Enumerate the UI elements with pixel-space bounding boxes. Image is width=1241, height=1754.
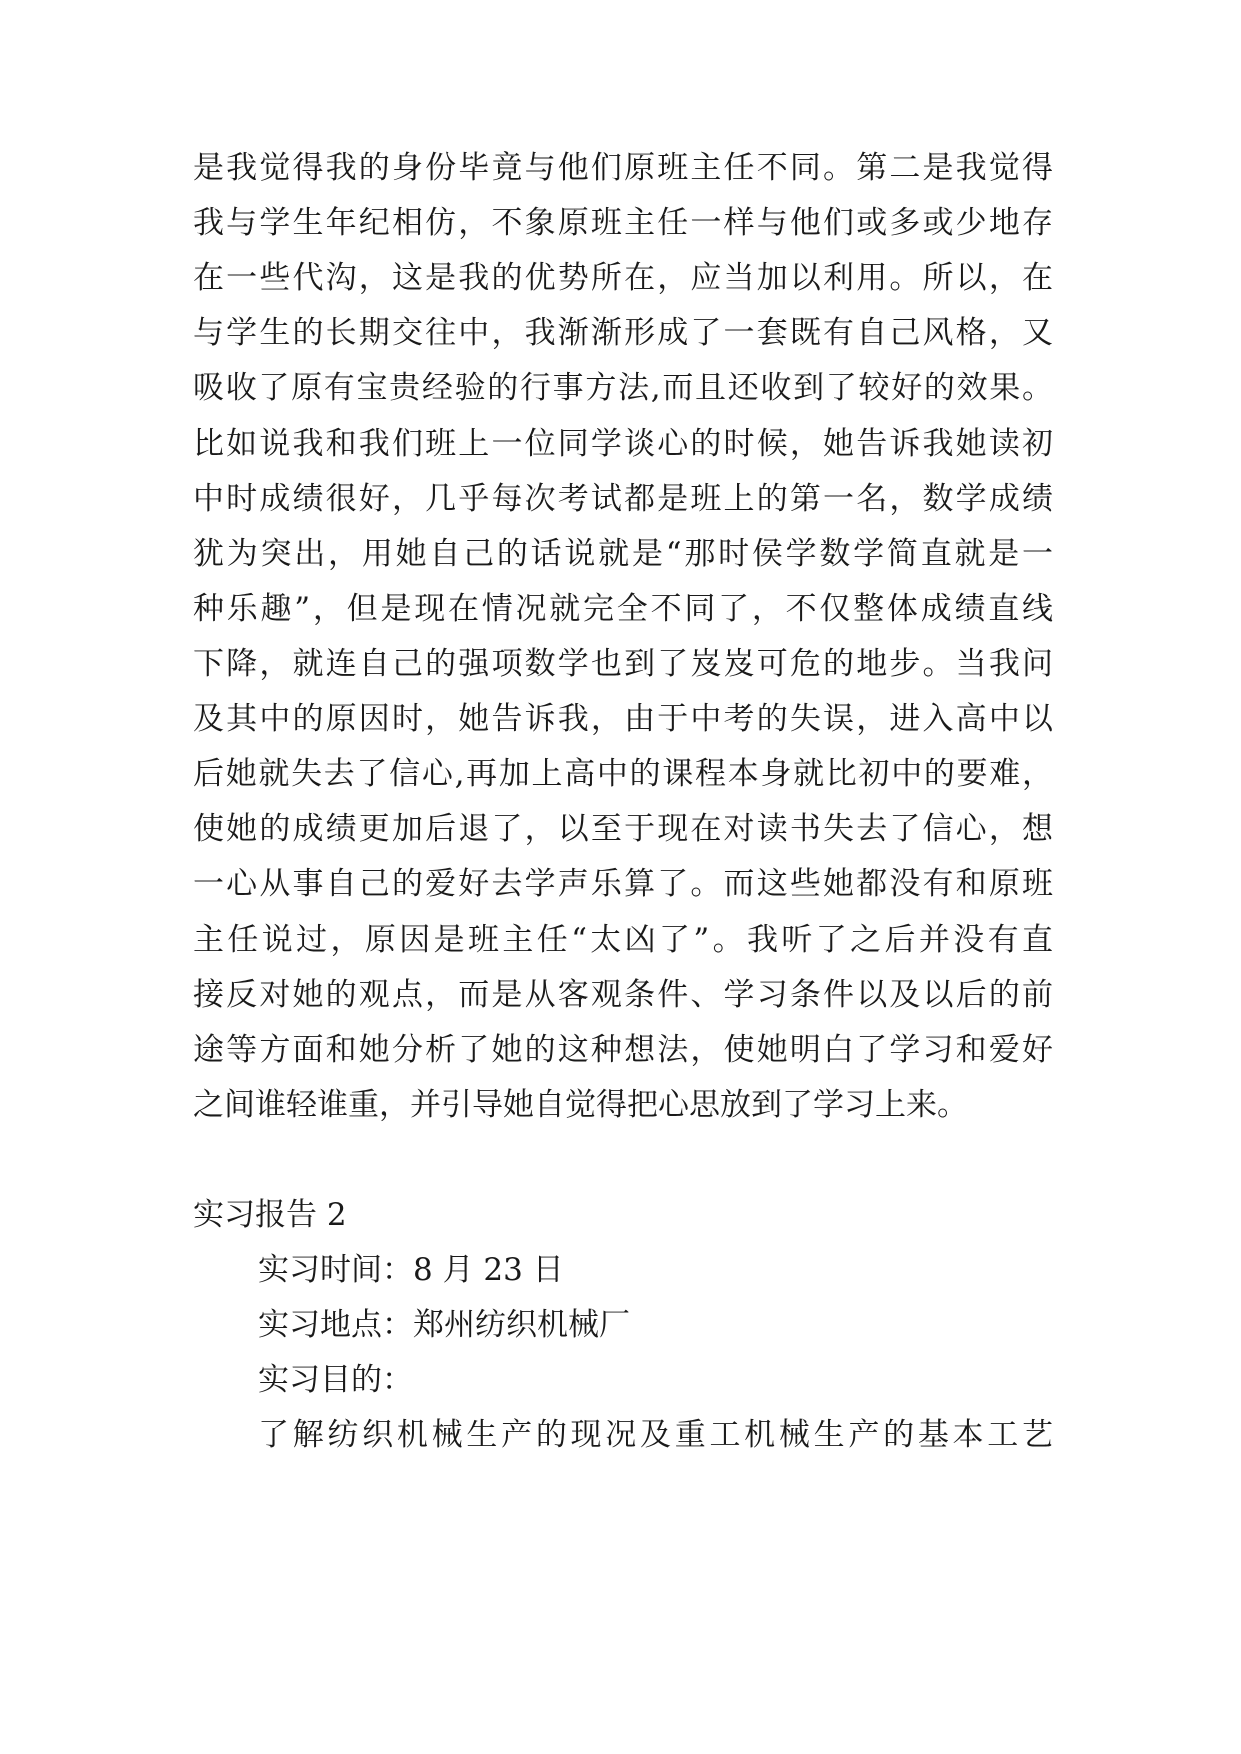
- report-purpose-label: 实习目的：: [258, 1362, 413, 1398]
- paragraph-line: 使她的成绩更加后退了，以至于现在对读书失去了信心，想: [193, 811, 1053, 847]
- paragraph-line: 之间谁轻谁重，并引导她自觉得把心思放到了学习上来。: [193, 1087, 968, 1123]
- paragraph-line: 种乐趣”，但是现在情况就完全不同了，不仅整体成绩直线: [193, 591, 1053, 627]
- paragraph-line: 主任说过，原因是班主任“太凶了”。我听了之后并没有直: [193, 922, 1053, 958]
- paragraph-line: 一心从事自己的爱好去学声乐算了。而这些她都没有和原班: [193, 866, 1053, 902]
- paragraph-line: 后她就失去了信心,再加上高中的课程本身就比初中的要难，: [193, 756, 1053, 792]
- paragraph-line: 我与学生年纪相仿，不象原班主任一样与他们或多或少地存: [193, 205, 1053, 241]
- paragraph-line: 吸收了原有宝贵经验的行事方法,而且还收到了较好的效果。: [193, 370, 1053, 406]
- paragraph-line: 途等方面和她分析了她的这种想法，使她明白了学习和爱好: [193, 1032, 1053, 1068]
- report-place: 实习地点：郑州纺织机械厂: [258, 1307, 630, 1343]
- report-title: 实习报告 2: [193, 1197, 347, 1233]
- paragraph-line: 比如说我和我们班上一位同学谈心的时候，她告诉我她读初: [193, 426, 1053, 462]
- paragraph-line: 犹为突出，用她自己的话说就是“那时侯学数学简直就是一: [193, 536, 1053, 572]
- paragraph-line: 是我觉得我的身份毕竟与他们原班主任不同。第二是我觉得: [193, 150, 1053, 186]
- paragraph-line: 在一些代沟，这是我的优势所在，应当加以利用。所以，在: [193, 260, 1053, 296]
- paragraph-line: 下降，就连自己的强项数学也到了岌岌可危的地步。当我问: [193, 646, 1053, 682]
- report-purpose-line: 了解纺织机械生产的现况及重工机械生产的基本工艺: [258, 1417, 1053, 1453]
- paragraph-line: 中时成绩很好，几乎每次考试都是班上的第一名，数学成绩: [193, 481, 1053, 517]
- report-time: 实习时间：8 月 23 日: [258, 1252, 564, 1288]
- paragraph-line: 接反对她的观点，而是从客观条件、学习条件以及以后的前: [193, 977, 1053, 1013]
- paragraph-line: 与学生的长期交往中，我渐渐形成了一套既有自己风格，又: [193, 315, 1053, 351]
- paragraph-line: 及其中的原因时，她告诉我，由于中考的失误，进入高中以: [193, 701, 1053, 737]
